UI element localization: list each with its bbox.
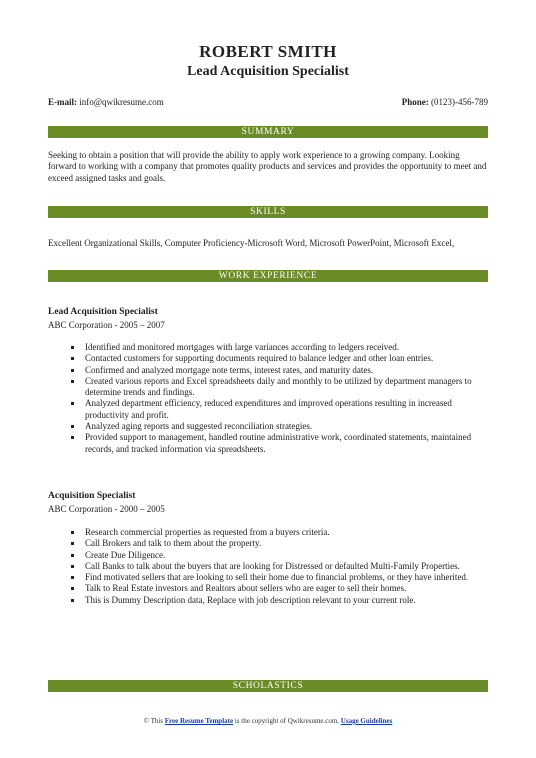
bullet-icon — [71, 531, 74, 534]
job-company-dates: ABC Corporation - 2000 – 2005 — [48, 504, 165, 514]
job-title: Lead Acquisition Specialist — [48, 307, 158, 317]
bullet-icon — [71, 554, 74, 557]
email-value: info@qwikresume.com — [79, 97, 164, 107]
bullet-icon — [71, 357, 74, 360]
bullet-icon — [71, 425, 74, 428]
bullet-icon — [71, 542, 74, 545]
bullet-icon — [71, 436, 74, 439]
bullet-icon — [71, 402, 74, 405]
bullet-icon — [71, 369, 74, 372]
summary-text: Seeking to obtain a position that will provide the ability to apply work experience to a growing company. Looking forward to working with a company that promotes quality products and services and provides the opportunity to meet and exceed assigned tasks and goals. — [48, 150, 487, 183]
list-item: Talk to Real Estate investors and Realtors about sellers who are eager to sell their homes. — [48, 583, 488, 594]
list-item: Research commercial properties as requested from a buyers criteria. — [48, 527, 488, 538]
list-item: Call Brokers and talk to them about the property. — [48, 538, 488, 549]
list-item: Identified and monitored mortgages with large variances according to ledgers received. — [48, 342, 488, 353]
phone-block — [402, 96, 488, 108]
job-company-dates: ABC Corporation - 2005 – 2007 — [48, 320, 165, 330]
bullet-icon — [71, 587, 74, 590]
candidate-name: ROBERT SMITH — [199, 42, 337, 61]
copyright-footer — [0, 716, 536, 726]
bullet-icon — [71, 599, 74, 602]
list-item: Created various reports and Excel spreadsheets daily and monthly to be utilized by department managers to determine trends and findings. — [48, 376, 488, 399]
phone-value: (0123)-456-789 — [431, 97, 488, 107]
list-item: Provided support to management, handled routine administrative work, coordinated statements, maintained records, and tracked information via spreadsheets. — [48, 432, 488, 455]
list-item: Analyzed aging reports and suggested reconciliation strategies. — [48, 421, 488, 432]
work-experience-section-header: WORK EXPERIENCE — [48, 270, 488, 282]
resume-page — [48, 0, 488, 691]
list-item: Call Banks to talk about the buyers that are looking for Distressed or defaulted Multi-Family Properties. — [48, 561, 488, 572]
contact-row — [48, 96, 488, 108]
list-item: Create Due Diligence. — [48, 550, 488, 561]
list-item: Find motivated sellers that are looking to sell their home due to financial problems, or they have inherited. — [48, 572, 488, 583]
list-item: This is Dummy Description data, Replace with job description relevant to your current role. — [48, 595, 488, 606]
list-item: Analyzed department efficiency, reduced expenditures and improved operations resulting in increased productivity and profit. — [48, 398, 488, 421]
email-label: E-mail: — [48, 97, 77, 107]
scholastics-section-header: SCHOLASTICS — [48, 680, 488, 692]
list-item: Contacted customers for supporting documents required to balance ledger and other loan entries. — [48, 353, 488, 364]
skills-section-header: SKILLS — [48, 206, 488, 218]
list-item: Confirmed and analyzed mortgage note terms, interest rates, and maturity dates. — [48, 365, 488, 376]
job-duties-list — [48, 342, 488, 455]
candidate-title: Lead Acquisition Specialist — [187, 64, 349, 79]
free-resume-template-link[interactable]: Free Resume Template — [164, 717, 234, 725]
usage-guidelines-link[interactable]: Usage Guidelines — [340, 717, 393, 725]
bullet-icon — [71, 346, 74, 349]
bullet-icon — [71, 576, 74, 579]
summary-section-header: SUMMARY — [48, 126, 488, 138]
bullet-icon — [71, 565, 74, 568]
footer-middle: is the copyright of Qwikresume.com. — [233, 717, 341, 725]
footer-prefix: © This — [143, 717, 165, 725]
job-duties-list — [48, 527, 488, 606]
job-title: Acquisition Specialist — [48, 491, 136, 501]
bullet-icon — [71, 380, 74, 383]
phone-label: Phone: — [401, 97, 429, 107]
email-block — [48, 96, 164, 108]
skills-text: Excellent Organizational Skills, Computer Proficiency-Microsoft Word, Microsoft PowerPoint, Microsoft Excel, — [48, 238, 455, 248]
